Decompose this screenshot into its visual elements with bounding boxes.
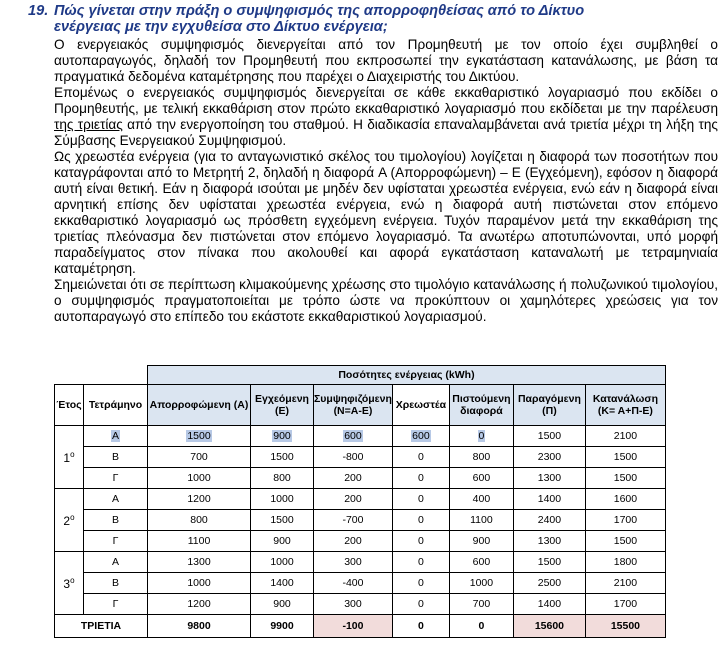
year-cell: $1^o$	[55, 426, 84, 489]
quarter-cell: B	[84, 510, 148, 531]
netted-cell: 200	[314, 468, 393, 489]
produced-cell: 1500	[513, 552, 585, 573]
credited-cell: 600	[449, 552, 513, 573]
heading-line-1: Πώς γίνεται στην πράξη ο συμψηφισμός της απορροφηθείσας από το Δίκτυο	[54, 3, 585, 19]
paragraph-3: Ως χρεωστέα ενέργεια (για το ανταγωνιστικό σκέλος του τιμολογίου) λογίζεται η διαφορά των ποσοτήτων που καταγράφονται από το Μετρητή 2, δηλαδή η διαφορά A (Απορροφώμενη) – E (Εγχεόμενη), εφόσον η διαφορά αυτή είναι θετική. Εάν η διαφορά ισούται με μηδέν δεν υφίσταται χρεωστέα ενέργεια, ενώ εάν η διαφορά είναι αρνητική επίσης δεν υφίσταται χρεωστέα ενέργεια, ενώ η διαφορά αυτή πιστώνεται στον επόμενο εκκαθαριστικό λογαριασμό ως πρόσθετη εγχεόμενη ενέργεια. Τυχόν παραμένον μετά την εκκαθάριση της τριετίας πλεόνασμα δεν πιστώνεται στον επόμενο λογαριασμό. Τα ανωτέρω αποτυπώνονται, υπό μορφή παραδείγματος στον πίνακα που ακολουθεί και αφορά εγκατάσταση καταναλωτή με τετραμηνιαία καταμέτρηση.	[54, 149, 718, 276]
chargeable-cell: 0	[392, 531, 449, 552]
injected-cell: 900	[273, 430, 291, 442]
netted-cell: 600	[344, 430, 362, 442]
col-header-credited: Πιστούμενη διαφορά	[449, 385, 513, 426]
chargeable-cell: 0	[392, 447, 449, 468]
table-row	[55, 573, 666, 594]
total-absorbed: 9800	[148, 615, 251, 638]
quarter-cell: Γ	[84, 531, 148, 552]
table-row	[55, 510, 666, 531]
injected-cell: 1500	[251, 447, 314, 468]
consumption-cell: 1700	[585, 510, 665, 531]
table-row	[55, 552, 666, 573]
table-row	[55, 468, 666, 489]
netted-cell: -800	[314, 447, 393, 468]
injected-cell: 1000	[251, 552, 314, 573]
paragraph-2-text-b: από την ενεργοποίηση του σταθμού. Η διαδικασία επαναλαμβάνεται ανά τριετία μέχρι τη λήξη της Σύμβασης Ενεργειακού Συμψηφισμού.	[54, 117, 718, 148]
netted-cell: -400	[314, 573, 393, 594]
group-header: Ποσότητες ενέργειας (kWh)	[148, 366, 666, 385]
credited-cell: 700	[449, 594, 513, 615]
absorbed-cell: 700	[148, 447, 251, 468]
col-header-absorbed: Απορροφώμενη (A)	[148, 385, 251, 426]
table-row	[55, 531, 666, 552]
injected-cell: 1500	[251, 510, 314, 531]
total-netted: -100	[314, 615, 393, 638]
credited-cell: 600	[449, 468, 513, 489]
answer-body	[54, 37, 718, 325]
absorbed-cell: 1100	[148, 531, 251, 552]
netted-cell: 300	[314, 594, 393, 615]
consumption-cell: 1700	[585, 594, 665, 615]
consumption-cell: 2100	[585, 426, 665, 447]
chargeable-cell: 0	[392, 468, 449, 489]
table-row	[55, 489, 666, 510]
netted-cell: -700	[314, 510, 393, 531]
credited-cell: 400	[449, 489, 513, 510]
credited-cell: 0	[478, 430, 485, 442]
quarter-cell: B	[84, 447, 148, 468]
col-header-produced: Παραγόμενη (Π)	[513, 385, 585, 426]
col-header-quarter: Τετράμηνο	[84, 385, 148, 426]
consumption-cell: 2100	[585, 573, 665, 594]
total-row	[55, 615, 666, 638]
absorbed-cell: 1200	[148, 489, 251, 510]
year-cell: $3^o$	[55, 552, 84, 615]
consumption-cell: 1500	[585, 468, 665, 489]
absorbed-cell: 1300	[148, 552, 251, 573]
injected-cell: 1000	[251, 489, 314, 510]
produced-cell: 2400	[513, 510, 585, 531]
absorbed-cell: 800	[148, 510, 251, 531]
consumption-cell: 1600	[585, 489, 665, 510]
injected-cell: 900	[251, 594, 314, 615]
underlined-triennium: της τριετίας	[54, 117, 123, 132]
absorbed-cell: 1200	[148, 594, 251, 615]
table-row	[55, 594, 666, 615]
netted-cell: 200	[314, 489, 393, 510]
injected-cell: 1400	[251, 573, 314, 594]
netted-cell: 200	[314, 531, 393, 552]
credited-cell: 1000	[449, 573, 513, 594]
total-label: ΤΡΙΕΤΙΑ	[55, 615, 148, 638]
heading-line-2: ενέργειας με την εγχυθείσα στο Δίκτυο ενέργεια;	[54, 19, 388, 35]
consumption-cell: 1800	[585, 552, 665, 573]
col-header-consumption: Κατανάλωση (K= A+Π-E)	[585, 385, 665, 426]
quarter-cell: A	[84, 489, 148, 510]
quarter-cell: Γ	[84, 468, 148, 489]
paragraph-1: Ο ενεργειακός συμψηφισμός διενεργείται από τον Προμηθευτή με τον οποίο έχει συμβληθεί ο αυτοπαραγωγός, δηλαδή τον Προμηθευτή που εκπροσωπεί την εγκατάσταση κατανάλωσης, με βάση τα πραγματικά δεδομένα καταμέτρησης που παρέχει ο Διαχειριστής του Δικτύου.	[54, 37, 718, 84]
year-cell: $2^o$	[55, 489, 84, 552]
absorbed-cell: 1000	[148, 468, 251, 489]
chargeable-cell: 0	[392, 489, 449, 510]
paragraph-2-text-a: Επομένως ο ενεργειακός συμψηφισμός διενεργείται σε κάθε εκκαθαριστικό λογαριασμό που εκδίδει ο Προμηθευτής, με τελική εκκαθάριση στον πρώτο εκκαθαριστικό λογαριασμό που εκδίδεται με την παρέλευση	[54, 85, 718, 116]
produced-cell: 1300	[513, 468, 585, 489]
col-header-year: Έτος	[55, 385, 84, 426]
netting-example-table	[54, 365, 666, 638]
total-consumption: 15500	[585, 615, 665, 638]
injected-cell: 900	[251, 531, 314, 552]
col-header-injected: Εγχεόμενη (E)	[251, 385, 314, 426]
absorbed-cell: 1000	[148, 573, 251, 594]
quarter-cell: A	[84, 552, 148, 573]
chargeable-cell: 600	[412, 430, 430, 442]
quarter-cell: Γ	[84, 594, 148, 615]
quarter-cell: B	[84, 573, 148, 594]
produced-cell: 2500	[513, 573, 585, 594]
chargeable-cell: 0	[392, 510, 449, 531]
produced-cell: 1500	[513, 426, 585, 447]
table-row	[55, 447, 666, 468]
netted-cell: 300	[314, 552, 393, 573]
paragraph-2	[54, 85, 718, 149]
total-injected: 9900	[251, 615, 314, 638]
injected-cell: 800	[251, 468, 314, 489]
consumption-cell: 1500	[585, 447, 665, 468]
credited-cell: 900	[449, 531, 513, 552]
credited-cell: 1100	[449, 510, 513, 531]
consumption-cell: 1500	[585, 531, 665, 552]
absorbed-cell: 1500	[187, 430, 211, 442]
chargeable-cell: 0	[392, 573, 449, 594]
col-header-chargeable: Χρεωστέα	[392, 385, 449, 426]
total-chargeable: 0	[392, 615, 449, 638]
produced-cell: 2300	[513, 447, 585, 468]
col-header-netted: Συμψηφιζόμενη (N=A-E)	[314, 385, 393, 426]
total-produced: 15600	[513, 615, 585, 638]
question-number: 19.	[28, 3, 49, 19]
paragraph-4: Σημειώνεται ότι σε περίπτωση κλιμακούμενης χρέωσης στο τιμολόγιο κατανάλωσης ή πολυζωνικού τιμολογίου, ο συμψηφισμός πραγματοποιείται με τρόπο ώστε να προκύπτουν οι χαμηλότερες χρεώσεις για τον αυτοπαραγωγό στο επίπεδο του εκάστοτε εκκαθαριστικού λογαριασμού.	[54, 277, 718, 324]
chargeable-cell: 0	[392, 552, 449, 573]
total-credited: 0	[449, 615, 513, 638]
table-row	[55, 426, 666, 447]
produced-cell: 1400	[513, 594, 585, 615]
question-heading	[28, 3, 718, 35]
chargeable-cell: 0	[392, 594, 449, 615]
credited-cell: 800	[449, 447, 513, 468]
produced-cell: 1300	[513, 531, 585, 552]
quarter-cell: A	[111, 430, 119, 442]
produced-cell: 1400	[513, 489, 585, 510]
